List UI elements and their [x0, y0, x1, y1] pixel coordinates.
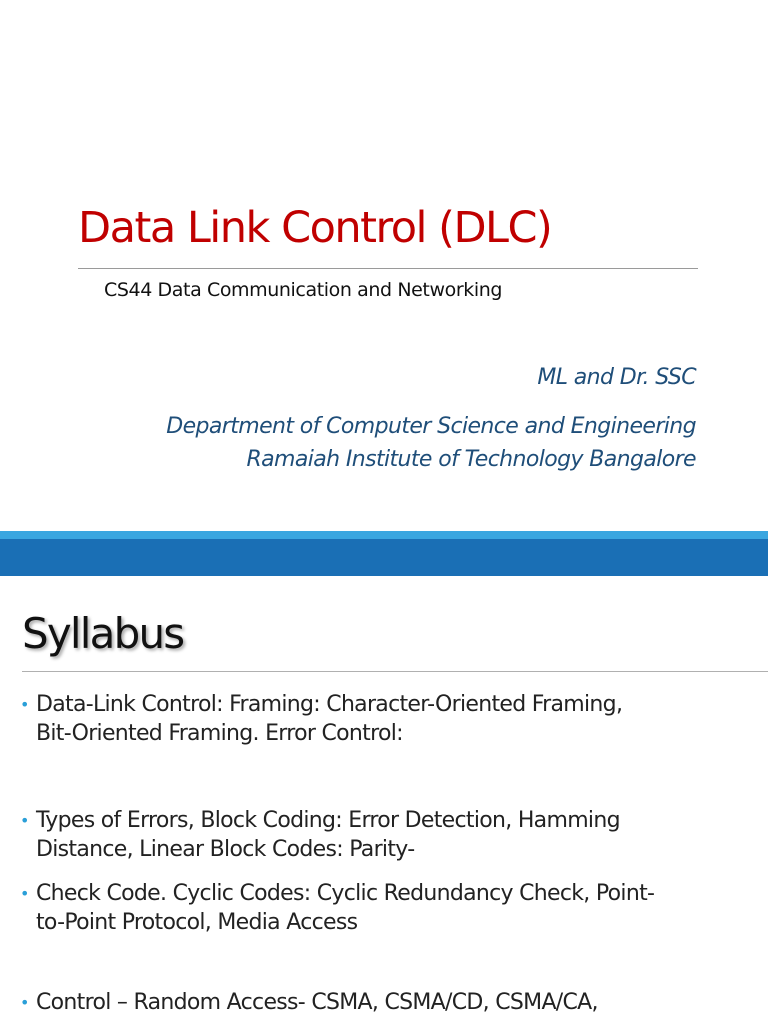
bullet-icon: • — [20, 811, 29, 830]
slide-separator-light — [0, 531, 768, 539]
syllabus-slide — [0, 576, 768, 1024]
department-block — [166, 410, 696, 476]
institute-line: Ramaiah Institute of Technology Bangalore — [246, 447, 696, 472]
syllabus-divider — [22, 671, 768, 672]
bullet-text: Check Code. Cyclic Codes: Cyclic Redundancy Check, Point- to-Point Protocol, Media Access — [36, 881, 655, 935]
bullet-text: Control – Random Access- CSMA, CSMA/CD, CSMA/CA, — [36, 990, 598, 1015]
author-line: ML and Dr. SSC — [537, 365, 696, 390]
syllabus-title: Syllabus — [22, 609, 184, 658]
bullet-icon: • — [20, 695, 29, 714]
bullet-icon: • — [20, 993, 29, 1012]
bullet-text: Types of Errors, Block Coding: Error Detection, Hamming Distance, Linear Block Codes: Parity- — [36, 808, 620, 862]
course-subtitle: CS44 Data Communication and Networking — [104, 279, 503, 301]
bullet-icon: • — [20, 884, 29, 903]
slide-title: Data Link Control (DLC) — [78, 203, 552, 253]
slide-separator-dark — [0, 539, 768, 576]
title-divider — [78, 268, 698, 269]
bullet-text: Data-Link Control: Framing: Character-Oriented Framing, Bit-Oriented Framing. Error Control: — [36, 692, 623, 746]
department-line: Department of Computer Science and Engineering — [166, 414, 696, 439]
